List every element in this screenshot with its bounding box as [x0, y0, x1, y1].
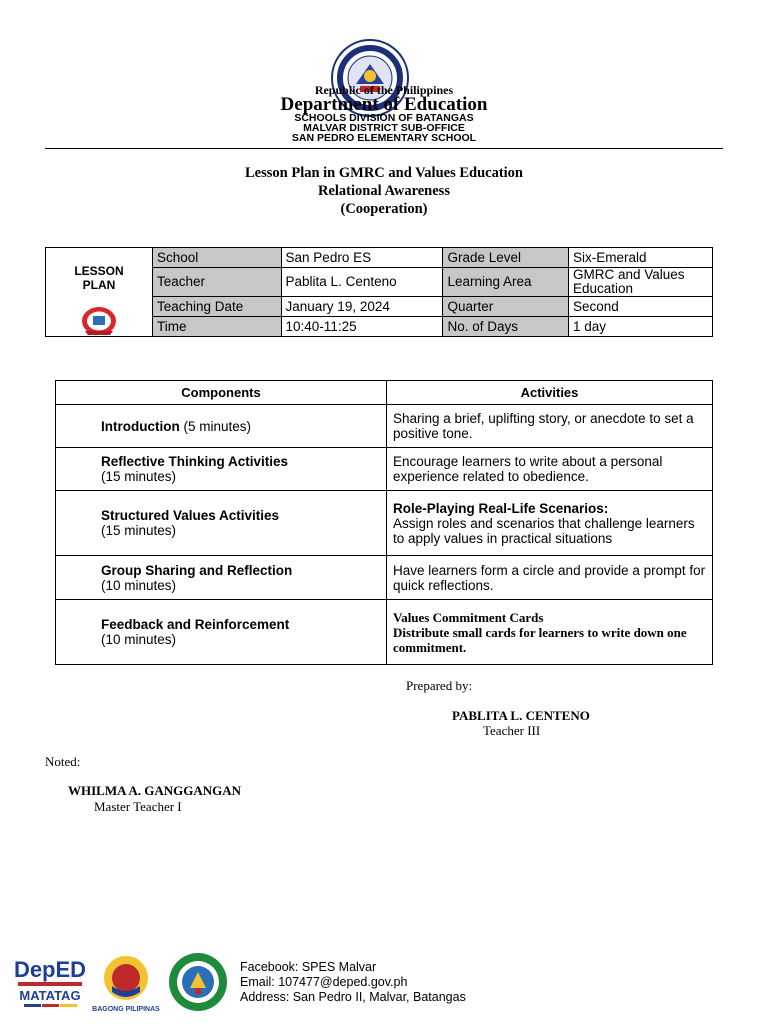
table-row: [56, 600, 713, 665]
info-label: No. of Days: [443, 317, 569, 337]
info-label: Teaching Date: [153, 297, 282, 317]
footer-email: Email: 107477@deped.gov.ph: [240, 975, 408, 989]
table-row: [56, 448, 713, 491]
component-name: Group Sharing and Reflection: [101, 562, 293, 578]
component-cell: [56, 405, 387, 448]
components-header: Components: [56, 381, 387, 405]
bagong-pilipinas-logo: [92, 952, 160, 1014]
activity-title: Role-Playing Real-Life Scenarios:: [393, 500, 609, 516]
prepared-by-name: PABLITA L. CENTENO: [452, 708, 590, 723]
header-divider: [45, 148, 723, 149]
badge-line: LESSON: [74, 264, 124, 278]
component-name: Feedback and Reinforcement: [101, 617, 290, 632]
lesson-info-table: [45, 247, 713, 337]
deped-logo-text: DepED: [14, 957, 86, 982]
component-cell: [56, 491, 387, 556]
lesson-plan-badge: [46, 248, 153, 337]
info-label: School: [153, 248, 282, 268]
activity-cell: [387, 600, 713, 665]
component-cell: [56, 600, 387, 665]
activity-text: Encourage learners to write about a personal experience related to obedience.: [393, 454, 663, 484]
component-duration: (10 minutes): [101, 577, 177, 593]
info-value: Six-Emerald: [569, 248, 713, 268]
component-name: Reflective Thinking Activities: [101, 454, 289, 469]
noted-by-name: WHILMA A. GANGGANGAN: [68, 783, 241, 798]
activity-cell: [387, 491, 713, 556]
component-name: Introduction: [101, 418, 180, 434]
info-label: Learning Area: [443, 268, 569, 297]
component-duration: (15 minutes): [101, 523, 177, 538]
activity-text: Sharing a brief, uplifting story, or anecdote to set a positive tone.: [393, 411, 694, 441]
component-duration: (15 minutes): [101, 469, 177, 484]
republic-line: Republic of the Philippines: [314, 83, 454, 97]
table-row: [56, 556, 713, 600]
activity-cell: [387, 556, 713, 600]
department-title: Department of Education: [280, 94, 488, 115]
info-value: GMRC and Values Education: [569, 268, 713, 297]
table-row: [56, 405, 713, 448]
info-label: Time: [153, 317, 282, 337]
component-cell: [56, 556, 387, 600]
activity-text: Assign roles and scenarios that challenge learners to apply values in practical situations: [393, 515, 695, 546]
table-row: [56, 491, 713, 556]
deped-matatag-logo: [14, 952, 86, 1012]
school-emblem-icon: [81, 306, 117, 336]
school-line: SAN PEDRO ELEMENTARY SCHOOL: [291, 132, 477, 144]
info-value: 1 day: [569, 317, 713, 337]
component-name: Structured Values Activities: [101, 508, 280, 523]
footer-contact: [240, 960, 466, 1005]
info-value: 10:40-11:25: [281, 317, 443, 337]
lesson-plan-subtitle: Relational Awareness: [318, 183, 450, 199]
info-value: San Pedro ES: [281, 248, 443, 268]
info-value: Second: [569, 297, 713, 317]
badge-line: PLAN: [82, 278, 116, 292]
info-label: Quarter: [443, 297, 569, 317]
activity-text: Distribute small cards for learners to write down one commitment.: [393, 624, 687, 655]
info-value: January 19, 2024: [281, 297, 443, 317]
bagong-pilipinas-text: BAGONG PILIPINAS: [92, 1006, 160, 1013]
activity-cell: [387, 405, 713, 448]
school-seal-logo: [168, 952, 228, 1012]
prepared-by-rank: Teacher III: [483, 723, 541, 738]
activity-cell: [387, 448, 713, 491]
lesson-plan-topic: (Cooperation): [340, 201, 428, 217]
info-label: Grade Level: [443, 248, 569, 268]
noted-by-rank: Master Teacher I: [94, 799, 182, 814]
component-cell: [56, 448, 387, 491]
components-header-row: [56, 381, 713, 405]
component-duration: (10 minutes): [101, 632, 177, 647]
division-line: SCHOOLS DIVISION OF BATANGAS: [294, 112, 474, 124]
noted-label: Noted:: [45, 754, 81, 769]
info-row: [46, 248, 713, 268]
components-table: [55, 380, 713, 665]
component-duration: (5 minutes): [183, 418, 252, 434]
prepared-by-label: Prepared by:: [406, 678, 473, 693]
info-label: Teacher: [153, 268, 282, 297]
district-line: MALVAR DISTRICT SUB-OFFICE: [303, 122, 465, 134]
lesson-plan-title: Lesson Plan in GMRC and Values Education: [245, 165, 523, 181]
footer-facebook: Facebook: SPES Malvar: [240, 960, 377, 974]
matatag-logo-text: MATATAG: [19, 988, 81, 1003]
footer-address: Address: San Pedro II, Malvar, Batangas: [240, 990, 466, 1004]
info-value: Pablita L. Centeno: [281, 268, 443, 297]
activity-title: Values Commitment Cards: [393, 609, 544, 625]
activity-text: Have learners form a circle and provide a prompt for quick reflections.: [393, 562, 706, 593]
activities-header: Activities: [387, 381, 713, 405]
